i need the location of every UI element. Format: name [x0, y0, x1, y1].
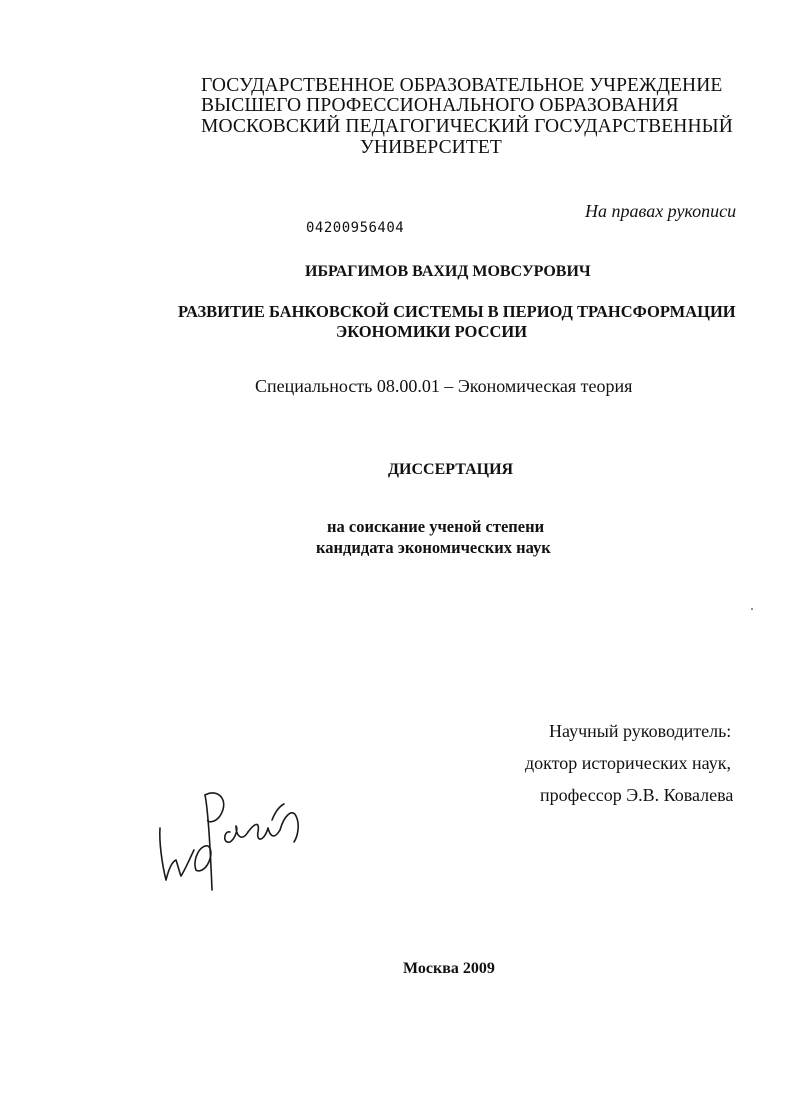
speck: [751, 608, 753, 610]
footer-city-year: Москва 2009: [403, 960, 495, 977]
author-name: ИБРАГИМОВ ВАХИД МОВСУРОВИЧ: [305, 263, 591, 280]
manuscript-note: На правах рукописи: [585, 201, 737, 221]
title-line-1: РАЗВИТИЕ БАНКОВСКОЙ СИСТЕМЫ В ПЕРИОД ТРАНСФОРМАЦИИ: [178, 302, 736, 321]
supervisor-line-2: доктор исторических наук,: [525, 753, 731, 773]
title-line-2: ЭКОНОМИКИ РОССИИ: [336, 322, 528, 341]
degree-line-1: на соискание ученой степени: [327, 517, 545, 536]
document-type: ДИССЕРТАЦИЯ: [388, 461, 514, 478]
supervisor-line-1: Научный руководитель:: [549, 721, 732, 741]
institution-line-1: ГОСУДАРСТВЕННОЕ ОБРАЗОВАТЕЛЬНОЕ УЧРЕЖДЕНИЕ: [201, 75, 723, 96]
institution-line-4: УНИВЕРСИТЕТ: [360, 137, 502, 158]
specialty: Специальность 08.00.01 – Экономическая теория: [255, 376, 633, 396]
supervisor-line-3: профессор Э.В. Ковалева: [540, 785, 734, 805]
institution-line-3: МОСКОВСКИЙ ПЕДАГОГИЧЕСКИЙ ГОСУДАРСТВЕННЫЙ: [201, 116, 733, 137]
degree-line-2: кандидата экономических наук: [316, 538, 551, 557]
document-number: 04200956404: [306, 220, 405, 236]
institution-line-2: ВЫСШЕГО ПРОФЕССИОНАЛЬНОГО ОБРАЗОВАНИЯ: [201, 95, 679, 116]
handwritten-signature: [150, 780, 310, 900]
